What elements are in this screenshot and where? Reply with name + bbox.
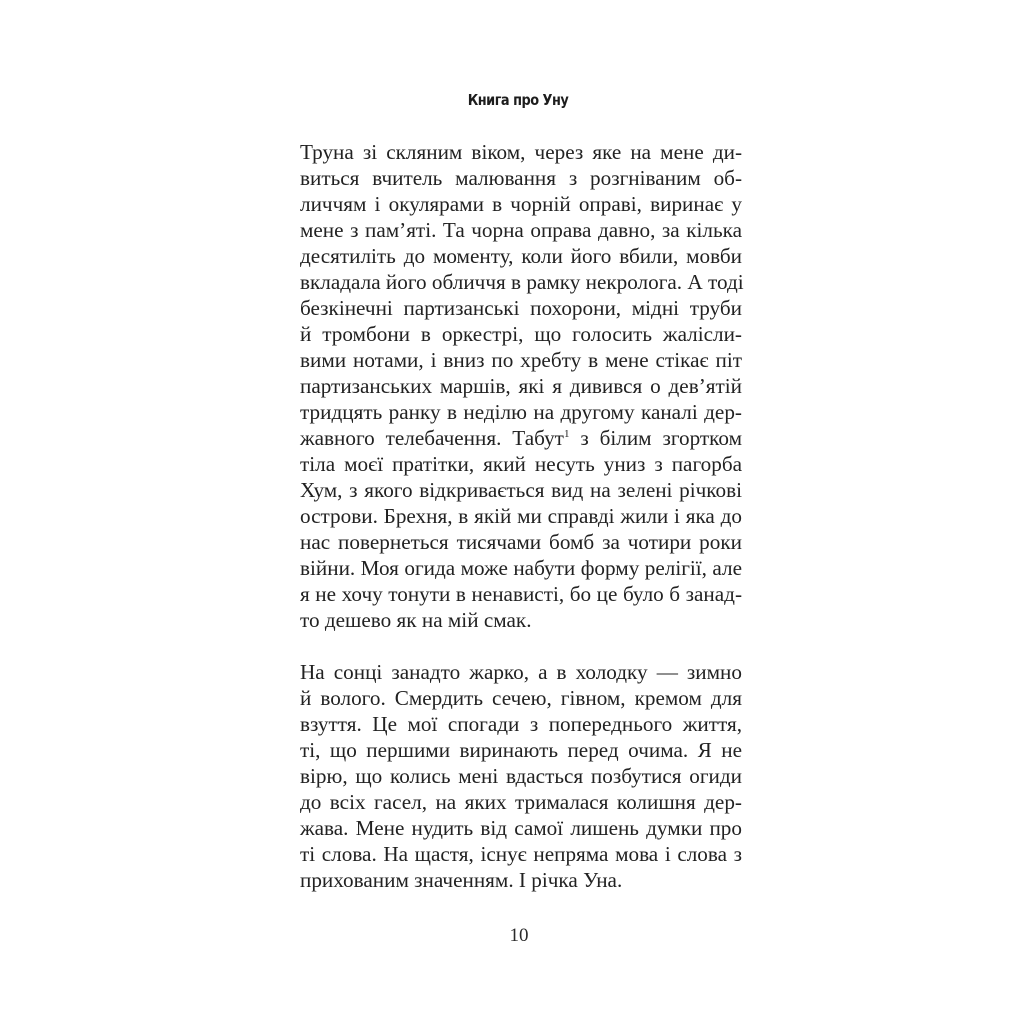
text-line: безкінечні партизанські похорони, мідні труби [300, 296, 742, 320]
text-line: острови. Брехня, в якій ми справді жили і яка до [300, 504, 742, 528]
text-line: Хум, з якого відкривається вид на зелені річкові [300, 478, 742, 502]
text-line: тіла моєї пратітки, який несуть униз з пагорба [300, 452, 742, 476]
text-line: мене з пам’яті. Та чорна оправа давно, за кілька [300, 218, 742, 242]
text-line: десятиліть до моменту, коли його вбили, мовби [300, 244, 742, 268]
text-line: й волого. Смердить сечею, гівном, кремом для [300, 686, 742, 710]
body-text [300, 139, 742, 893]
text-line: ті слова. На щастя, існує непряма мова і слова з [300, 842, 742, 866]
text-line: Труна зі скляним віком, через яке на мене ди- [300, 140, 742, 164]
text-line: війни. Моя огида може набути форму релігії, але [300, 556, 742, 580]
footnote-marker: 1 [563, 428, 570, 440]
text-line: жава. Мене нудить від самої лишень думки про [300, 816, 742, 840]
text-line: нас повернеться тисячами бомб за чотири роки [300, 530, 742, 554]
text-line-tail: з білим згортком [569, 426, 742, 450]
running-head: Книга про Уну [467, 91, 569, 109]
text-line: вкладала його обличчя в рамку некролога. А тоді [300, 270, 744, 294]
paragraph-gap [300, 633, 742, 659]
text-line: личчям і окулярами в чорній оправі, виринає у [300, 192, 742, 216]
text-line: то дешево як на мій смак. [300, 608, 532, 632]
text-line: На сонці занадто жарко, а в холодку — зимно [300, 660, 742, 684]
text-line: ті, що першими виринають перед очима. Я не [300, 738, 742, 762]
text-line: до всіх гасел, на яких трималася колишня дер- [300, 790, 742, 814]
paragraph-2 [300, 659, 742, 893]
text-line: партизанських маршів, які я дивився о дев’ятій [300, 374, 742, 398]
text-line: взуття. Це мої спогади з попереднього життя, [300, 712, 742, 736]
text-line-with-footnote [300, 425, 742, 451]
text-line: прихованим значенням. І річка Уна. [300, 868, 623, 892]
text-line: виться вчитель малювання з розгніваним об- [300, 166, 742, 190]
text-line: й тромбони в оркестрі, що голосить жалісли- [300, 322, 742, 346]
text-line: я не хочу тонути в ненависті, бо це було б занад- [300, 582, 742, 606]
text-line-head: жавного телебачення. Табут [300, 426, 564, 450]
text-line: вірю, що колись мені вдасться позбутися огиди [300, 764, 742, 788]
page-number: 10 [509, 925, 529, 946]
text-line: тридцять ранку в неділю на другому каналі дер- [300, 400, 742, 424]
paragraph-1 [300, 139, 742, 633]
text-line: вими нотами, і вниз по хребту в мене стікає піт [300, 348, 742, 372]
